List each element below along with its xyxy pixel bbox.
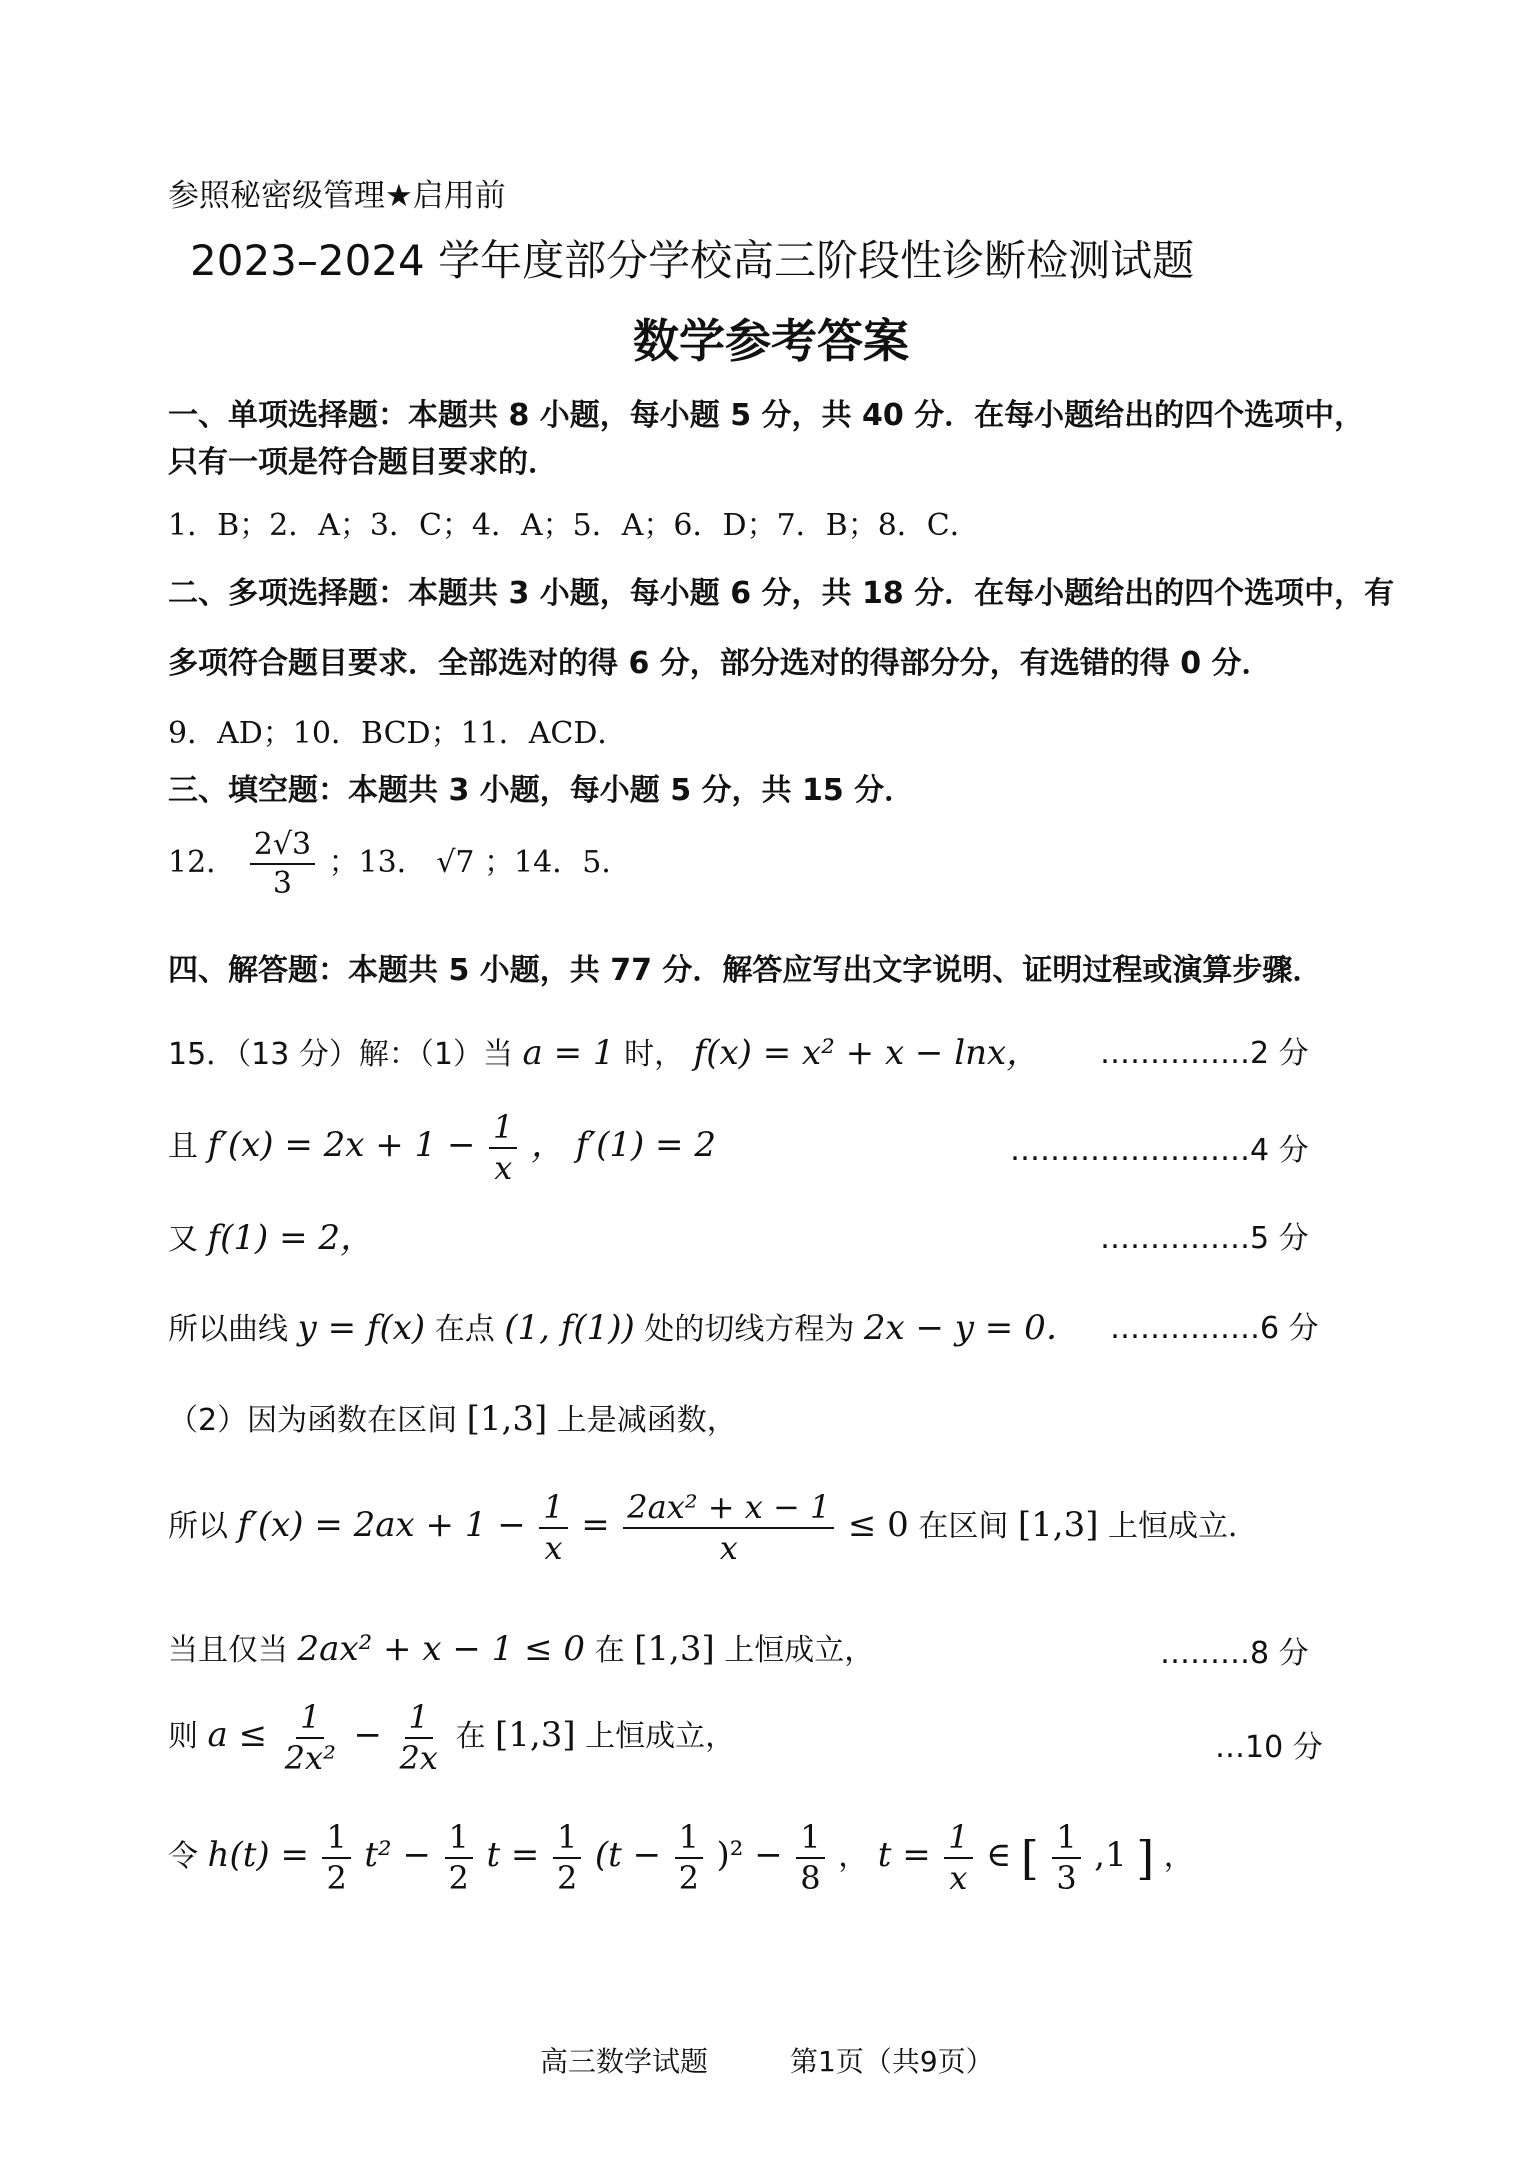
q15-l9-fraction5 bbox=[796, 1820, 824, 1896]
q15-l3-prefix: 又 bbox=[168, 1222, 198, 1257]
q15-l2-frac-den: x bbox=[494, 1149, 513, 1188]
q15-l8-d: [1,3] bbox=[495, 1715, 576, 1756]
q15-l6-f1-den: x bbox=[544, 1529, 563, 1568]
footer-subject: 高三数学试题 bbox=[540, 2045, 709, 2078]
q15-l7-b: 2ax² + x − 1 ≤ 0 bbox=[297, 1629, 586, 1669]
q15-l6-c: ≤ 0 bbox=[847, 1505, 909, 1546]
q15-line1 bbox=[168, 1025, 1040, 1074]
q15-l4-f: 2x − y = 0． bbox=[863, 1308, 1080, 1348]
q15-l9-f6-num: 1 bbox=[944, 1820, 972, 1859]
section4-heading: 四、解答题：本题共 5 小题，共 77 分．解答应写出文字说明、证明过程或演算步骤． bbox=[168, 953, 1323, 988]
q15-l9-a: 令 bbox=[168, 1839, 198, 1875]
q15-l9-f1-den: 2 bbox=[326, 1859, 347, 1898]
q12-label: 12． bbox=[168, 845, 237, 880]
q15-l8-f1-den: 2x² bbox=[284, 1739, 336, 1778]
q15-l9-b: h(t) = bbox=[207, 1835, 309, 1876]
q15-l8-f2-num: 1 bbox=[405, 1700, 433, 1739]
q15-l9-fraction4 bbox=[675, 1820, 703, 1896]
q15-l6-f1-num: 1 bbox=[539, 1490, 567, 1529]
q15-l9-fraction7 bbox=[1052, 1820, 1080, 1896]
q15-l9-paren: (t − bbox=[594, 1835, 662, 1876]
q15-l4-c: 在点 bbox=[434, 1312, 495, 1347]
q15-line8 bbox=[168, 1700, 735, 1776]
q15-l8-f2-den: 2x bbox=[399, 1739, 438, 1778]
q15-l9-f5-num: 1 bbox=[796, 1820, 824, 1859]
q15-l1-mid: 时， bbox=[624, 1037, 685, 1072]
q15-l9-fraction3 bbox=[553, 1820, 581, 1896]
q15-l7-c: 在 bbox=[594, 1633, 625, 1668]
q15-l8-b: a ≤ bbox=[207, 1715, 268, 1756]
q15-l2-frac-num: 1 bbox=[489, 1110, 517, 1149]
q15-score-5: ……………5 分 bbox=[1100, 1221, 1309, 1256]
q15-l9-bracket-close: ] bbox=[1136, 1831, 1155, 1886]
q15-l2-expr-b: ， f′(1) = 2 bbox=[530, 1125, 716, 1166]
q15-l5-c: 上是减函数， bbox=[556, 1403, 737, 1438]
q15-l2-fraction bbox=[489, 1110, 517, 1186]
q15-l6-d: 在区间 bbox=[918, 1509, 1009, 1545]
q15-line2 bbox=[168, 1110, 716, 1186]
q15-l9-f5-den: 8 bbox=[800, 1859, 821, 1898]
q12-denominator: 3 bbox=[272, 866, 292, 901]
q15-l9-one: ,1 bbox=[1094, 1835, 1127, 1876]
q15-line4 bbox=[168, 1300, 1080, 1349]
section3-heading: 三、填空题：本题共 3 小题，每小题 5 分，共 15 分． bbox=[168, 773, 915, 808]
section1-heading-line2: 只有一项是符合题目要求的． bbox=[168, 445, 558, 480]
q15-l9-f7-den: 3 bbox=[1056, 1859, 1077, 1898]
q15-line9 bbox=[168, 1820, 1194, 1896]
q15-l8-c: 在 bbox=[455, 1719, 486, 1755]
q15-l2-prefix: 且 bbox=[168, 1129, 198, 1165]
q15-l1-prefix: 15．（13 分）解：（1）当 bbox=[168, 1037, 513, 1072]
q15-l9-f3-num: 1 bbox=[553, 1820, 581, 1859]
q15-l5-b: [1,3] bbox=[466, 1399, 548, 1439]
q15-l6-f2-num: 2ax² + x − 1 bbox=[623, 1490, 834, 1529]
q15-score-10: …10 分 bbox=[1215, 1730, 1323, 1765]
q15-l8-fraction1 bbox=[281, 1700, 340, 1776]
q15-l8-a: 则 bbox=[168, 1719, 198, 1755]
q15-l9-comma: ， bbox=[838, 1839, 869, 1875]
q15-l9-bracket-open: [ bbox=[1020, 1831, 1039, 1886]
q15-l1-expr: f(x) = x² + x − lnx， bbox=[693, 1033, 1041, 1073]
q12-numerator: 2√3 bbox=[250, 828, 315, 865]
q13-answer: √7 bbox=[436, 845, 475, 880]
q15-l1-cond: a = 1 bbox=[522, 1033, 615, 1073]
q15-l9-end: ， bbox=[1163, 1839, 1194, 1875]
q14-answer: ；14．5． bbox=[484, 845, 632, 880]
q15-l9-f4-num: 1 bbox=[675, 1820, 703, 1859]
q15-l9-f1-num: 1 bbox=[322, 1820, 350, 1859]
q15-l9-f6-den: x bbox=[949, 1859, 968, 1898]
q13-label: ；13． bbox=[328, 845, 427, 880]
q15-l6-fraction2 bbox=[623, 1490, 834, 1566]
q15-score-2: ……………2 分 bbox=[1100, 1036, 1309, 1071]
q15-l9-t: t = bbox=[486, 1835, 540, 1876]
q15-l8-minus: − bbox=[353, 1715, 382, 1756]
q12-fraction bbox=[250, 828, 315, 900]
exam-title: 2023–2024 学年度部分学校高三阶段性诊断检测试题 bbox=[190, 236, 1195, 285]
q15-l9-f7-num: 1 bbox=[1052, 1820, 1080, 1859]
q15-l9-t2: t² − bbox=[364, 1835, 431, 1876]
q15-l6-f2-den: x bbox=[719, 1529, 738, 1568]
q15-line6 bbox=[168, 1490, 1258, 1566]
q15-l2-expr-a: f′(x) = 2x + 1 − bbox=[207, 1125, 476, 1166]
q15-line3 bbox=[168, 1210, 374, 1259]
q15-l6-e: [1,3] bbox=[1017, 1505, 1099, 1546]
q15-l9-f2-num: 1 bbox=[445, 1820, 473, 1859]
section2-heading-line2: 多项符合题目要求．全部选对的得 6 分，部分选对的得部分分，有选错的得 0 分． bbox=[168, 646, 1272, 681]
q15-l9-fraction1 bbox=[322, 1820, 350, 1896]
q15-l6-a: 所以 bbox=[168, 1509, 228, 1545]
section1-answers: 1．B；2．A；3．C；4．A；5．A；6．D；7．B；8．C． bbox=[168, 508, 980, 543]
q15-score-8: ………8 分 bbox=[1160, 1636, 1309, 1671]
q15-l6-fraction1 bbox=[539, 1490, 567, 1566]
q15-l4-d: (1, f(1)) bbox=[504, 1308, 635, 1348]
q15-line7 bbox=[168, 1625, 874, 1669]
q15-l9-sq: )² − bbox=[716, 1835, 783, 1876]
q15-l9-t-eq: t = bbox=[877, 1835, 931, 1876]
section1-heading-line1: 一、单项选择题：本题共 8 小题，每小题 5 分，共 40 分．在每小题给出的四个选项中， bbox=[168, 398, 1365, 433]
confidential-label: 参照秘密级管理★启用前 bbox=[168, 178, 506, 214]
footer-page-number: 第1页（共9页） bbox=[790, 2045, 994, 2078]
q15-l8-f1-num: 1 bbox=[296, 1700, 324, 1739]
q15-l4-a: 所以曲线 bbox=[168, 1312, 288, 1347]
q15-l5-a: （2）因为函数在区间 bbox=[168, 1403, 458, 1438]
q15-l6-b: f′(x) = 2ax + 1 − bbox=[237, 1505, 526, 1546]
section3-answers bbox=[168, 828, 631, 900]
q15-l4-e: 处的切线方程为 bbox=[644, 1312, 855, 1347]
section2-answers: 9．AD；10．BCD；11．ACD． bbox=[168, 716, 628, 751]
q15-l4-b: y = f(x) bbox=[297, 1308, 426, 1348]
q15-l9-f3-den: 2 bbox=[556, 1859, 578, 1898]
q15-score-4: ……………………4 分 bbox=[1010, 1133, 1309, 1168]
q15-l6-eq: = bbox=[581, 1505, 610, 1546]
q15-l9-fraction6 bbox=[944, 1820, 972, 1896]
q15-l3-expr: f(1) = 2， bbox=[207, 1218, 375, 1258]
q15-l9-in: ∈ bbox=[986, 1835, 1012, 1876]
q15-l7-a: 当且仅当 bbox=[168, 1633, 288, 1668]
q15-l9-f4-den: 2 bbox=[678, 1859, 699, 1898]
q15-l7-e: 上恒成立， bbox=[724, 1633, 875, 1668]
q15-l7-d: [1,3] bbox=[634, 1629, 715, 1669]
q15-l8-fraction2 bbox=[396, 1700, 442, 1776]
answer-key-title: 数学参考答案 bbox=[633, 314, 909, 368]
q15-l8-e: 上恒成立， bbox=[585, 1719, 736, 1755]
section2-heading-line1: 二、多项选择题：本题共 3 小题，每小题 6 分，共 18 分．在每小题给出的四个选项中，有 bbox=[168, 576, 1395, 611]
q15-score-6: ……………6 分 bbox=[1110, 1311, 1319, 1346]
q15-line5 bbox=[168, 1395, 737, 1439]
q15-l9-f2-den: 2 bbox=[448, 1859, 469, 1898]
q15-l6-f: 上恒成立． bbox=[1108, 1509, 1259, 1545]
q15-l9-fraction2 bbox=[445, 1820, 473, 1896]
